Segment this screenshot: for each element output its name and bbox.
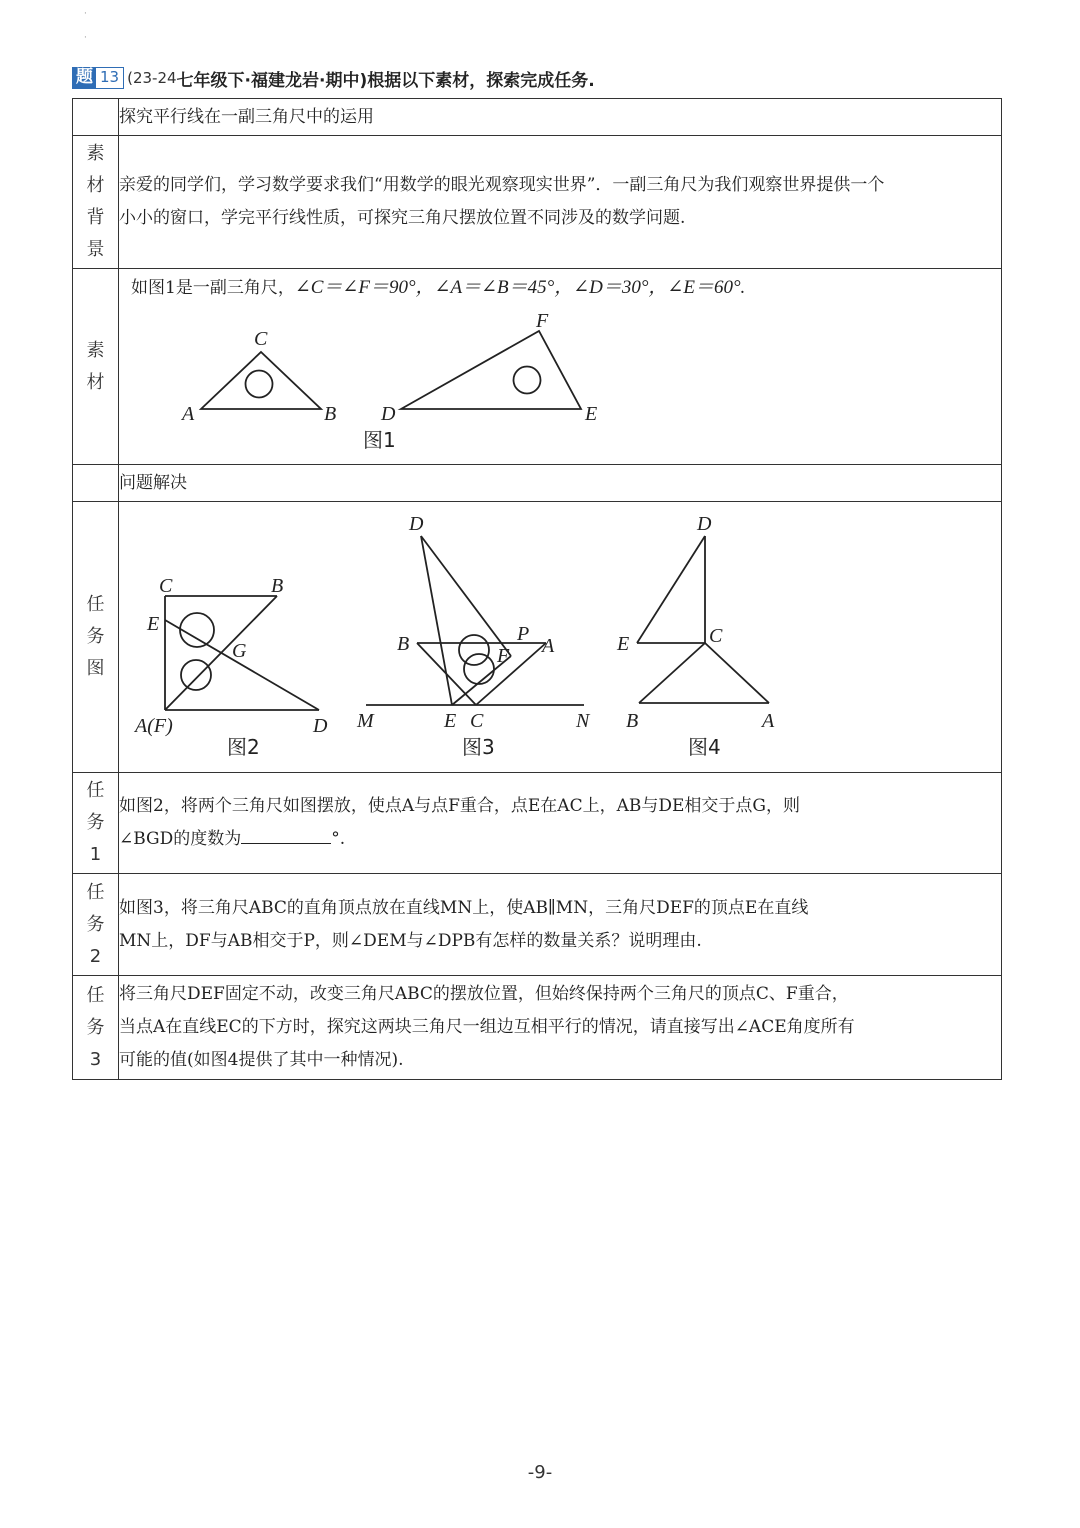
fig3-label-n: N bbox=[576, 710, 590, 732]
row-problem-label bbox=[73, 465, 119, 502]
task1-label: 任 务 1 bbox=[73, 773, 119, 874]
fig3-label-c: C bbox=[470, 710, 484, 732]
fig1-label-b: B bbox=[324, 403, 337, 425]
fig4-label-e: E bbox=[617, 633, 630, 655]
row-material bbox=[73, 269, 1002, 465]
fig2-label-c: C bbox=[159, 575, 173, 597]
fig4-label-a: A bbox=[762, 710, 775, 732]
problem-solve-text: 问题解决 bbox=[119, 465, 1002, 502]
row-topic-label bbox=[73, 99, 119, 136]
figure-1 bbox=[119, 305, 999, 460]
fig4-label-b: B bbox=[626, 710, 639, 732]
row-task-1 bbox=[73, 773, 1002, 874]
fig1-label-c: C bbox=[254, 328, 268, 350]
task3-label: 任 务 3 bbox=[73, 976, 119, 1080]
fig1-label-a: A bbox=[182, 403, 195, 425]
fig2-label-g: G bbox=[232, 640, 247, 662]
fig1-hole-abc bbox=[246, 371, 273, 398]
task2-line-2: MN上，DF与AB相交于P，则∠DEM与∠DPB有怎样的数量关系？说明理由. bbox=[119, 930, 702, 951]
topic-text: 探究平行线在一副三角尺中的运用 bbox=[119, 99, 1002, 136]
fig2-label-e: E bbox=[147, 613, 160, 635]
problem-title bbox=[72, 66, 595, 90]
task1-line-2: ∠BGD的度数为 °. bbox=[119, 823, 1001, 856]
fig2-label-b: B bbox=[271, 575, 284, 597]
fig4-caption: 图4 bbox=[688, 735, 721, 759]
task3-text bbox=[119, 976, 1002, 1080]
problem-badge bbox=[72, 67, 124, 89]
background-line-1: 亲爱的同学们，学习数学要求我们“用数学的眼光观察现实世界”．一副三角尺为我们观察世界提供一个 bbox=[119, 175, 885, 195]
material-angles: ∠C＝∠F＝90°，∠A＝∠B＝45°，∠D＝30°，∠E＝60°. bbox=[294, 277, 746, 298]
task3-line-3: 可能的值(如图4提供了其中一种情况). bbox=[119, 1050, 404, 1070]
fig3-label-m: M bbox=[357, 710, 374, 732]
fig3-label-d: D bbox=[409, 513, 424, 535]
page-number: -9- bbox=[527, 1462, 553, 1483]
background-line-2: 小小的窗口，学完平行线性质，可探究三角尺摆放位置不同涉及的数学问题. bbox=[119, 208, 686, 228]
task-figures-label: 任 务 图 bbox=[73, 502, 119, 773]
task-figures-cell bbox=[119, 502, 1002, 773]
fig3-label-a: A bbox=[542, 635, 555, 657]
row-task-figures bbox=[73, 502, 1002, 773]
material-label: 素 材 bbox=[73, 269, 119, 465]
material-cell bbox=[119, 269, 1002, 465]
fig1-label-d: D bbox=[381, 403, 396, 425]
task2-text bbox=[119, 874, 1002, 976]
fig1-caption: 图1 bbox=[363, 428, 396, 452]
row-task-3 bbox=[73, 976, 1002, 1080]
figure-4 bbox=[637, 536, 769, 703]
fig2-caption: 图2 bbox=[227, 735, 260, 759]
fig3-label-p: P bbox=[517, 623, 530, 645]
row-task-2 bbox=[73, 874, 1002, 976]
problem-source: (23-24 bbox=[127, 69, 177, 87]
fig3-label-e: E bbox=[444, 710, 457, 732]
fig4-label-c: C bbox=[709, 625, 723, 647]
answer-blank[interactable] bbox=[241, 825, 331, 844]
fig4-label-d: D bbox=[697, 513, 712, 535]
badge-number: 13 bbox=[100, 68, 120, 86]
fig3-label-f: F bbox=[497, 645, 510, 667]
task3-line-2: 当点A在直线EC的下方时，探究这两块三角尺一组边互相平行的情况，请直接写出∠ACE角度所有 bbox=[119, 1017, 855, 1037]
fig2-label-d: D bbox=[313, 715, 328, 737]
fig3-label-b: B bbox=[397, 633, 410, 655]
task1-line-1: 如图2，将两个三角尺如图摆放，使点A与点F重合，点E在AC上，AB与DE相交于点G，则 bbox=[119, 796, 800, 816]
task2-line-1: 如图3，将三角尺ABC的直角顶点放在直线MN上，使AB∥MN，三角尺DEF的顶点E在直线 bbox=[119, 897, 809, 918]
task-table bbox=[72, 98, 1002, 1080]
problem-title-text: 七年级下·福建龙岩·期中)根据以下素材，探索完成任务. bbox=[176, 70, 595, 91]
scan-dots: · · bbox=[84, 9, 87, 43]
fig1-label-e: E bbox=[585, 403, 598, 425]
row-problem bbox=[73, 465, 1002, 502]
background-label: 素 材 背 景 bbox=[73, 136, 119, 269]
task2-label: 任 务 2 bbox=[73, 874, 119, 976]
fig2-label-af: A(F) bbox=[135, 715, 173, 737]
fig1-triangle-abc bbox=[201, 352, 321, 409]
fig1-triangle-def bbox=[401, 331, 581, 409]
fig1-label-f: F bbox=[536, 310, 549, 332]
background-text bbox=[119, 136, 1002, 269]
task-figures bbox=[119, 502, 999, 768]
material-text: 如图1是一副三角尺，∠C＝∠F＝90°，∠A＝∠B＝45°，∠D＝30°，∠E＝60°. bbox=[131, 277, 746, 298]
figure-3 bbox=[366, 536, 584, 705]
task1-text bbox=[119, 773, 1002, 874]
row-topic bbox=[73, 99, 1002, 136]
badge-title: 题 bbox=[73, 68, 96, 88]
fig1-hole-def bbox=[514, 367, 541, 394]
fig3-caption: 图3 bbox=[462, 735, 495, 759]
row-background bbox=[73, 136, 1002, 269]
task3-line-1: 将三角尺DEF固定不动，改变三角尺ABC的摆放位置，但始终保持两个三角尺的顶点C、F重合， bbox=[119, 984, 849, 1004]
